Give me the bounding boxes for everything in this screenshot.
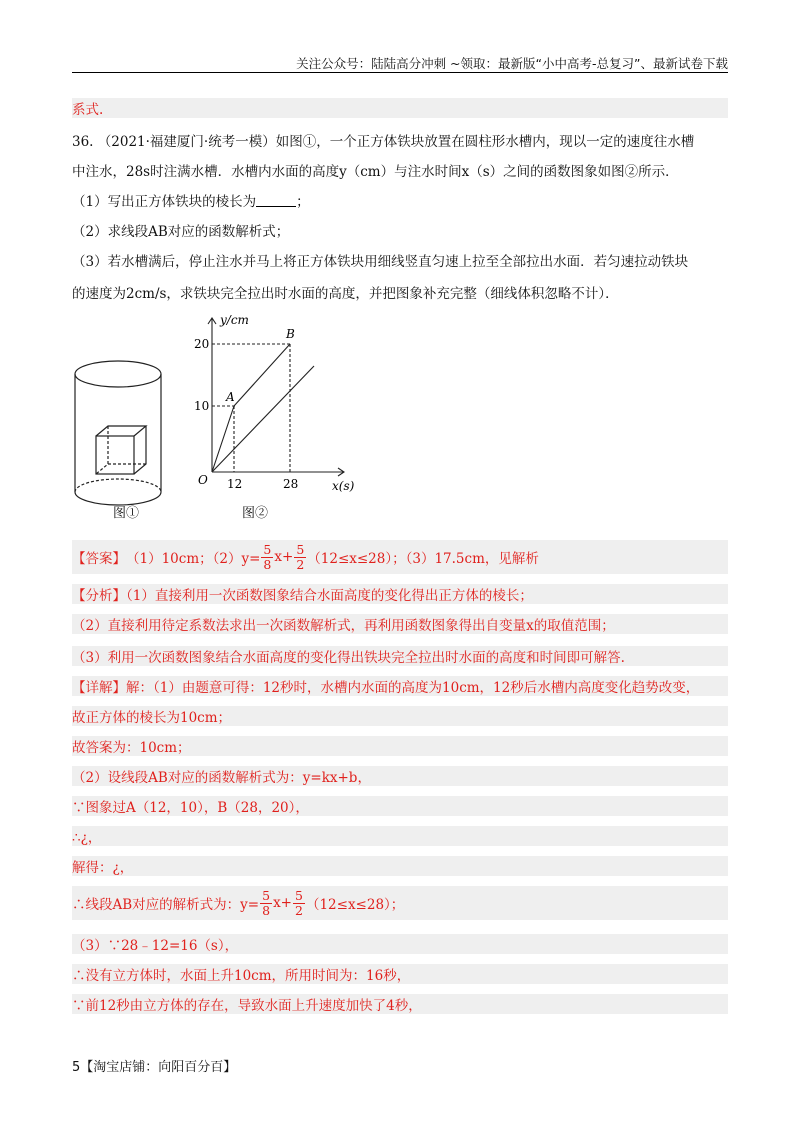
answer-blank — [256, 194, 296, 207]
answer-mid: x+ — [274, 549, 294, 565]
answer-part-1: （1）10cm；（2）y= — [126, 551, 261, 567]
detail-line-11: ∵前12秒由立方体的存在，导致水面上升速度加快了4秒， — [72, 994, 728, 1014]
point-a-label: A — [226, 390, 235, 404]
detail-line-5: ∵图象过A（12，10），B（28，20）， — [72, 796, 728, 816]
frac-numerator: 5 — [295, 887, 303, 903]
cube-hidden-edges — [96, 426, 146, 474]
x-tick-28: 28 — [283, 477, 299, 491]
figure-1-cylinder-diagram — [70, 352, 180, 522]
detail-8-text-b: x+ — [273, 895, 292, 911]
cube-top-face — [96, 426, 146, 436]
origin-label: O — [198, 473, 208, 487]
cylinder-bottom-back — [75, 479, 161, 492]
frac-denominator: 2 — [296, 556, 305, 572]
reference-line — [212, 366, 314, 472]
frac-denominator: 2 — [295, 902, 303, 918]
question-3-line-1: （3）若水槽满后，停止注水并马上将正方体铁块用细线竖直匀速上拉至全部拉出水面．若匀速拉动铁块 — [72, 254, 689, 270]
segment-OA — [212, 406, 234, 472]
detail-8-text-a: ∴线段AB对应的解析式为：y= — [72, 897, 260, 913]
analysis-line-1 — [72, 584, 728, 604]
question-2: （2）求线段AB对应的函数解析式； — [72, 224, 290, 240]
header-divider — [72, 72, 728, 73]
question-1-end: ； — [296, 194, 310, 210]
detail-line-7: 解得：¿， — [72, 856, 728, 876]
fraction-5-2 — [294, 543, 306, 572]
answer-label: 【答案】 — [72, 551, 126, 567]
figure-2-caption: 图② — [242, 506, 269, 521]
problem-line-2: 中注水，28s时注满水槽．水槽内水面的高度y（cm）与注水时间x（s）之间的函数图象如图②所示． — [72, 164, 679, 180]
y-tick-20: 20 — [194, 337, 210, 351]
detail-line-6: ∴¿， — [72, 826, 728, 846]
analysis-label: 【分析】 — [72, 588, 126, 604]
analysis-text-1: （1）直接利用一次函数图象结合水面高度的变化得出正方体的棱长； — [126, 588, 533, 604]
detail-line-8 — [72, 886, 728, 920]
page-footer: 5【淘宝店铺：向阳百分百】 — [72, 1060, 237, 1075]
answer-line — [72, 540, 728, 574]
frac-numerator: 5 — [262, 887, 271, 903]
analysis-line-3: （3）利用一次函数图象结合水面高度的变化得出铁块完全拉出时水面的高度和时间即可解答. — [72, 646, 728, 666]
detail-line-2: 故正方体的棱长为10cm； — [72, 706, 728, 726]
question-1-text: （1）写出正方体铁块的棱长为 — [72, 194, 257, 210]
detail-label: 【详解】 — [72, 680, 126, 696]
y-tick-10: 10 — [194, 399, 210, 413]
fraction-5-8 — [261, 543, 273, 572]
analysis-line-2: （2）直接利用待定系数法求出一次函数解析式，再利用函数图象得出自变量x的取值范围； — [72, 614, 728, 634]
fraction-5-8 — [260, 889, 272, 918]
frac-numerator: 5 — [296, 541, 305, 557]
y-axis-label: y/cm — [220, 313, 249, 327]
problem-line-1: 36. （2021·福建厦门·统考一模）如图①，一个正方体铁块放置在圆柱形水槽内，现以一定的速度往水槽 — [72, 134, 695, 150]
figure-2-graph — [190, 308, 370, 503]
detail-line-4: （2）设线段AB对应的函数解析式为：y=kx+b， — [72, 766, 728, 786]
x-axis-label: x(s) — [332, 479, 355, 493]
question-3-line-2: 的速度为2cm/s，求铁块完全拉出时水面的高度，并把图象补充完整（细线体积忽略不计）． — [72, 286, 619, 302]
segment-AB — [234, 344, 290, 406]
frac-denominator: 8 — [263, 556, 272, 572]
figure-1-caption: 图① — [113, 506, 140, 521]
cube-front-face — [96, 436, 134, 474]
cube-side-face — [134, 426, 146, 474]
detail-line-10: ∴没有立方体时，水面上升10cm，所用时间为：16秒， — [72, 964, 728, 984]
point-b-label: B — [286, 327, 295, 341]
previous-answer-tail: 系式. — [72, 98, 728, 118]
detail-line-1 — [72, 676, 728, 696]
frac-numerator: 5 — [263, 541, 272, 557]
cylinder-top-ellipse — [75, 361, 161, 387]
detail-text-1: 解：（1）由题意可得：12秒时，水槽内水面的高度为10cm，12秒后水槽内高度变化趋势改变， — [126, 680, 700, 696]
answer-part-2: （12≤x≤28）；（3）17.5cm，见解析 — [307, 551, 539, 567]
page-header: 关注公众号：陆陆高分冲刺 ~领取：最新版“小中高考-总复习”、最新试卷下载 — [296, 56, 728, 71]
detail-line-3: 故答案为：10cm； — [72, 736, 728, 756]
detail-line-9: （3）∵28﹣12=16（s）， — [72, 934, 728, 954]
detail-8-text-c: （12≤x≤28）； — [305, 897, 405, 913]
fraction-5-2 — [293, 889, 305, 918]
question-1 — [72, 190, 310, 210]
frac-denominator: 8 — [262, 902, 271, 918]
x-tick-12: 12 — [227, 477, 243, 491]
